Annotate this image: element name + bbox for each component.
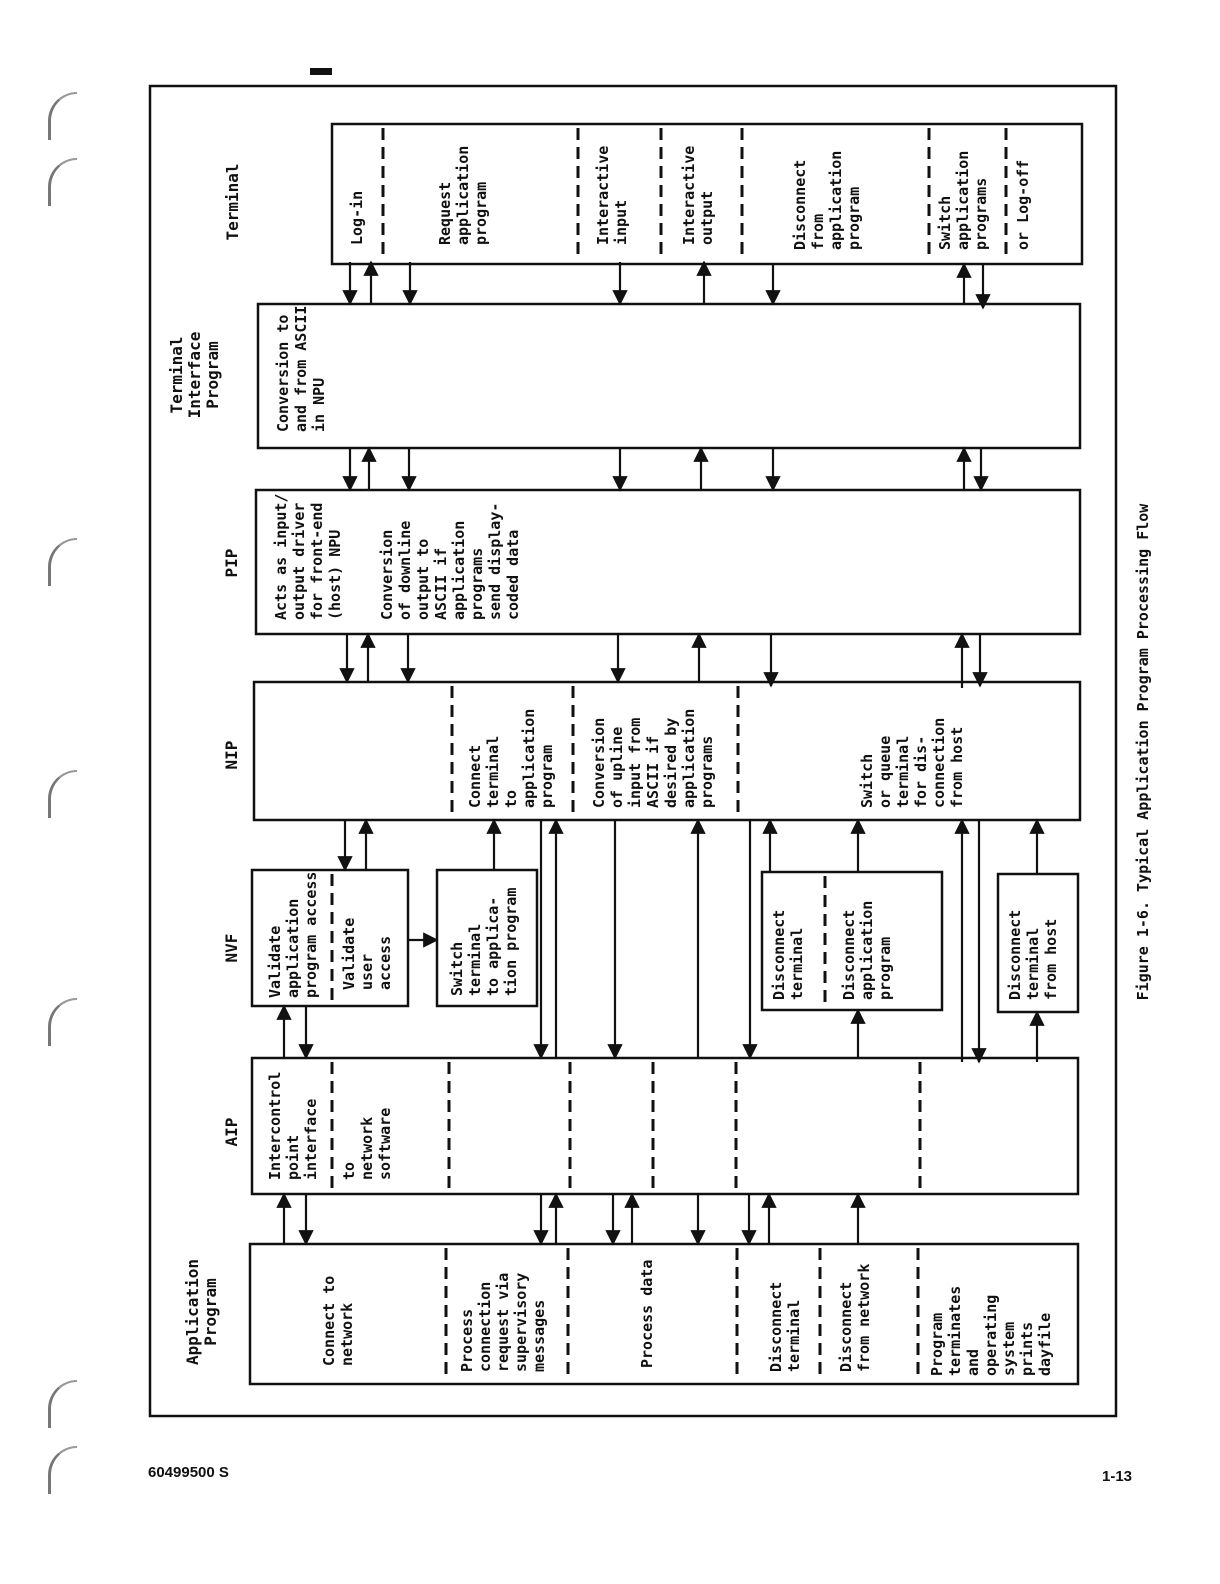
pip-driver-line: for front-end (308, 502, 326, 620)
pip-driver (272, 494, 344, 620)
pip-downline-line: of downline (396, 520, 414, 620)
nvf-disconnect-host-line: from host (1042, 918, 1060, 1000)
aip-intercontrol-line: point (284, 1134, 302, 1180)
terminal-request-line: Request (436, 181, 454, 245)
terminal-interactive-output-line: Interactive (680, 145, 698, 245)
terminal-request (436, 146, 490, 245)
nvf-switch-terminal (448, 888, 520, 996)
app-process-connection-line: supervisory (512, 1272, 530, 1372)
pip-downline-line: programs (468, 547, 486, 620)
layer-label-terminal (223, 163, 242, 240)
layer-label-nip (222, 741, 241, 770)
layer-label-aip-line: AIP (222, 1117, 241, 1147)
tip-conversion-line: in NPU (310, 377, 328, 432)
layer-label-app (183, 1259, 220, 1365)
pip-downline-line: Conversion (378, 529, 396, 620)
app-process-connection (458, 1273, 548, 1372)
app-terminates-line: prints (1018, 1321, 1036, 1376)
terminal-switch (936, 151, 990, 250)
nvf-validate-app-line: Validate (266, 925, 284, 998)
terminal-disconnect-line: Disconnect (791, 159, 809, 250)
layer-label-pip (222, 549, 241, 578)
app-process-connection-line: Process (458, 1308, 476, 1372)
nvf-disconnect-host-line: Disconnect (1006, 909, 1024, 1000)
tip-box (258, 304, 1080, 448)
text-layer (167, 146, 1152, 1376)
nvf-validate-user-line: access (376, 935, 394, 990)
terminal-disconnect-line: from (809, 213, 827, 250)
nip-connect-line: application (520, 708, 538, 808)
app-terminates-line: dayfile (1036, 1312, 1054, 1376)
app-terminates-line: and (964, 1348, 982, 1376)
app-process-connection-line: messages (530, 1299, 548, 1372)
terminal-disconnect-line: application (827, 150, 845, 250)
nvf-validate-user (340, 918, 394, 990)
pip-downline-line: output to (414, 538, 432, 620)
app-disconnect-terminal (767, 1282, 803, 1372)
nip-upline-line: application (680, 708, 698, 808)
pip-downline-line: coded data (504, 529, 522, 620)
layer-label-app-line: Application (183, 1259, 202, 1365)
layer-label-pip-line: PIP (222, 548, 241, 578)
pip-driver-line: (host) NPU (326, 529, 344, 620)
nip-upline-line: of upline (608, 726, 626, 808)
terminal-switch-line: application (954, 150, 972, 250)
terminal-interactive-input-line: input (612, 199, 630, 245)
nvf-validate-user-line: Validate (340, 917, 358, 990)
aip-network-software-line: software (376, 1107, 394, 1180)
figure-caption: Figure 1-6. Typical Application Program Processing Flow (1134, 503, 1152, 1001)
terminal-log-off (1014, 160, 1032, 250)
nvf-switch-terminal-line: tion program (502, 887, 520, 996)
nvf-disconnect-app-line: program (876, 936, 894, 1000)
terminal-interactive-output (680, 146, 716, 245)
pip-driver-line: Acts as input/ (272, 493, 290, 620)
layer-label-aip (222, 1118, 241, 1147)
app-terminates-line: terminates (946, 1285, 964, 1376)
document-number: 60499500 S (148, 1464, 229, 1481)
nip-switch-queue-line: from host (948, 726, 966, 808)
layer-label-tip (167, 332, 222, 419)
nip-switch-queue-line: connection (930, 717, 948, 808)
layer-label-app-line: Program (201, 1278, 220, 1346)
nip-connect-line: program (538, 744, 556, 808)
app-disconnect-terminal-line: terminal (785, 1299, 803, 1372)
app-disconnect-network-line: Disconnect (837, 1281, 855, 1372)
tip-conversion-line: and from ASCII (292, 305, 310, 432)
nvf-disconnect-host (1006, 910, 1060, 1000)
nip-switch-queue (858, 718, 966, 808)
pip-downline-line: ASCII if (432, 547, 450, 620)
app-terminates-line: operating (982, 1294, 1000, 1376)
app-disconnect-network-line: from network (855, 1263, 873, 1372)
app-connect-network (320, 1276, 356, 1366)
nvf-disconnect-terminal (770, 910, 806, 1000)
nip-connect-line: Connect (466, 744, 484, 808)
page-number: 1-13 (1102, 1468, 1133, 1485)
nvf-disconnect-terminal-line: Disconnect (770, 909, 788, 1000)
terminal-interactive-input (594, 146, 630, 245)
nvf-disconnect-app (840, 901, 894, 1000)
layer-label-nip-line: NIP (222, 740, 241, 770)
app-terminates-line: system (1000, 1321, 1018, 1376)
nip-connect-line: to (502, 789, 520, 808)
terminal-interactive-output-line: output (698, 190, 716, 245)
nip-upline (590, 709, 716, 808)
terminal-switch-line: programs (972, 177, 990, 250)
app-process-connection-line: connection (476, 1281, 494, 1372)
layer-label-tip-line: Interface (185, 331, 204, 419)
nvf-switch-terminal-line: to applica- (484, 896, 502, 996)
layer-label-terminal-line: Terminal (223, 163, 242, 241)
aip-intercontrol-line: Intercontrol (266, 1071, 284, 1180)
layer-label-tip-line: Terminal (167, 336, 186, 414)
nvf-validate-user-line: user (358, 953, 376, 990)
nvf-disconnect-host-line: terminal (1024, 927, 1042, 1000)
aip-network-software-line: to (340, 1161, 358, 1180)
nvf-validate-app-line: program access (302, 871, 320, 998)
nip-switch-queue-line: Switch (858, 753, 876, 808)
aip-network-software (340, 1108, 394, 1180)
pip-downline-line: send display- (486, 502, 504, 620)
app-process-connection-line: request via (494, 1272, 512, 1372)
nvf-disconnect-terminal-line: terminal (788, 927, 806, 1000)
terminal-log-off-line: or Log-off (1014, 159, 1032, 250)
nip-upline-line: programs (698, 735, 716, 808)
nip-switch-queue-line: or queue (876, 735, 894, 808)
app-disconnect-terminal-line: Disconnect (767, 1281, 785, 1372)
nvf-disconnect-app-line: Disconnect (840, 909, 858, 1000)
tip-conversion-line: Conversion to (274, 314, 292, 432)
nip-upline-line: Conversion (590, 717, 608, 808)
nvf-switch-terminal-line: Switch (448, 941, 466, 996)
pip-downline (378, 503, 522, 620)
terminal-switch-line: Switch (936, 195, 954, 250)
nip-upline-line: input from (626, 717, 644, 808)
app-connect-network-line: network (338, 1302, 356, 1366)
app-connect-network-line: Connect to (320, 1275, 338, 1366)
nip-switch-queue-line: terminal (894, 735, 912, 808)
terminal-request-line: program (472, 181, 490, 245)
app-disconnect-network (837, 1264, 873, 1372)
nip-connect-line: terminal (484, 735, 502, 808)
aip-intercontrol-line: interface (302, 1098, 320, 1180)
terminal-log-in (348, 191, 366, 245)
nip-switch-queue-line: for dis- (912, 735, 930, 808)
terminal-log-in-line: Log-in (348, 190, 366, 245)
layer-label-tip-line: Program (203, 341, 222, 409)
aip-intercontrol (266, 1072, 320, 1180)
nvf-validate-app-line: application (284, 898, 302, 998)
terminal-disconnect (791, 151, 863, 250)
terminal-request-line: application (454, 145, 472, 245)
nip-upline-line: desired by (662, 717, 680, 808)
pip-driver-line: output driver (290, 502, 308, 620)
layer-label-nvf (222, 934, 241, 963)
nip-upline-line: ASCII if (644, 735, 662, 808)
tip-conversion (274, 306, 328, 432)
nvf-switch-terminal-line: terminal (466, 923, 484, 996)
terminal-disconnect-line: program (845, 186, 863, 250)
pip-downline-line: application (450, 520, 468, 620)
app-terminates (928, 1286, 1054, 1376)
terminal-interactive-input-line: Interactive (594, 145, 612, 245)
layer-label-nvf-line: NVF (222, 933, 241, 963)
app-process-data (638, 1260, 656, 1368)
nvf-disconnect-app-line: application (858, 900, 876, 1000)
app-terminates-line: Program (928, 1312, 946, 1376)
nvf-validate-app (266, 872, 320, 998)
nip-connect (466, 709, 556, 808)
top-marker (310, 68, 332, 75)
aip-network-software-line: network (358, 1116, 376, 1180)
app-process-data-line: Process data (638, 1259, 656, 1368)
